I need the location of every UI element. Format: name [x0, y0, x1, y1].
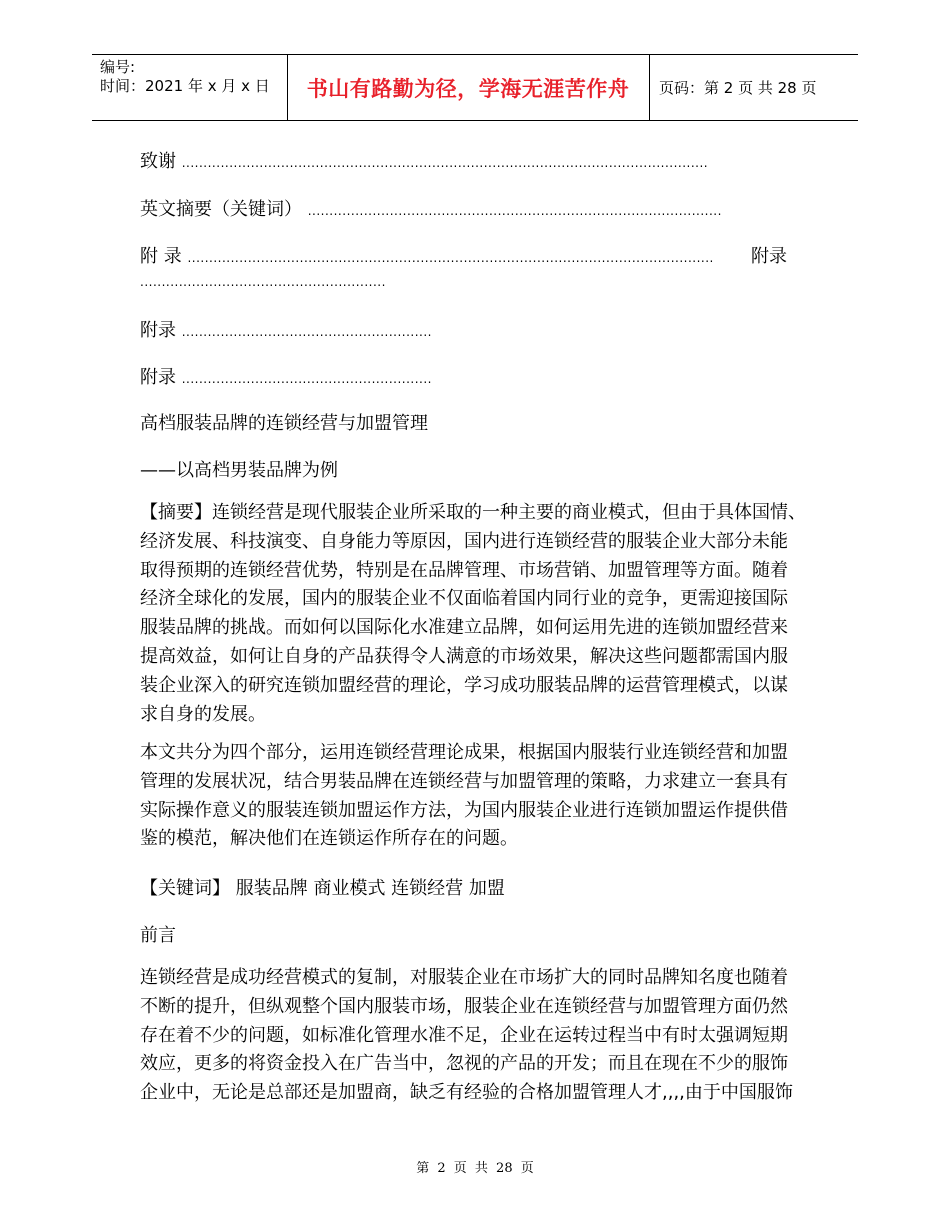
- intro-line: 鉴的模范，解决他们在连锁运作所存在的问题。: [140, 828, 518, 850]
- page-header: [92, 54, 858, 121]
- header-divider: [649, 55, 650, 120]
- preface-line: 存在着不少的问题，如标准化管理水准不足，企业在运转过程当中有时太强调短期: [140, 1024, 788, 1046]
- preface-line: 效应，更多的将资金投入在广告当中，忽视的产品的开发；而且在现在不少的服饰: [140, 1053, 788, 1075]
- intro-line: 本文共分为四个部分，运用连锁经营理论成果，根据国内服装行业连锁经营和加盟: [140, 742, 788, 763]
- header-motto: 书山有路勤为径，学海无涯苦作舟: [306, 76, 630, 101]
- toc-label: 附录: [140, 320, 176, 341]
- toc-leader-dots: ..........................................................: [181, 325, 432, 339]
- toc-leader-dots: ..........................................................................................................................: [181, 156, 709, 170]
- document-number-label: 编号:: [100, 58, 136, 76]
- abstract-paragraph: [140, 499, 822, 729]
- abstract-line: 求自身的发展。: [140, 703, 266, 725]
- abstract-line: 取得预期的连锁经营优势，特别是在品牌管理、市场营销、加盟管理等方面。随着: [140, 559, 788, 581]
- document-time: 时间：2021 年 x 月 x 日: [100, 77, 270, 95]
- header-page-info: 页码：第 2 页 共 28 页: [659, 79, 817, 97]
- toc-label: 附录: [140, 367, 176, 388]
- toc-leader-dots: ..........................................................: [181, 372, 432, 386]
- preface-line: 不断的提升，但纵观整个国内服装市场，服装企业在连锁经营与加盟管理方面仍然: [140, 995, 788, 1017]
- toc-leader-dots: ..........................................................................................................................: [187, 251, 714, 265]
- abstract-line: 【摘要】连锁经营是现代服装企业所采取的一种主要的商业模式，但由于具体国情、: [140, 502, 806, 523]
- preface-line: 连锁经营是成功经营模式的复制，对服装企业在市场扩大的同时品牌知名度也随着: [140, 967, 788, 988]
- paper-subtitle: ——以高档男装品牌为例: [140, 460, 338, 481]
- toc-label: 附 录: [140, 246, 182, 267]
- paper-title: 高档服装品牌的连锁经营与加盟管理: [140, 413, 428, 434]
- abstract-line: 经济发展、科技演变、自身能力等原因，国内进行连锁经营的服装企业大部分未能: [140, 530, 788, 552]
- toc-label: 英文摘要（关键词）: [140, 199, 302, 220]
- toc-entry-appendix-tail: 附录: [751, 246, 787, 267]
- toc-leader-dots: ................................................................................................: [307, 204, 722, 218]
- toc-entry-appendix: [140, 316, 432, 342]
- header-meta: [100, 58, 285, 96]
- abstract-line: 经济全球化的发展，国内的服装企业不仅面临着国内同行业的竞争，更需迎接国际: [140, 588, 788, 610]
- intro-line: 管理的发展状况，结合男装品牌在连锁经营与加盟管理的策略，力求建立一套具有: [140, 770, 788, 792]
- abstract-line: 提高效益，如何让自身的产品获得令人满意的市场效果，解决这些问题都需国内服: [140, 645, 788, 667]
- abstract-line: 装企业深入的研究连锁加盟经营的理论，学习成功服装品牌的运营管理模式，以谋: [140, 674, 788, 696]
- preface-paragraph: [140, 964, 822, 1108]
- keywords: 【关键词】 服装品牌 商业模式 连锁经营 加盟: [140, 878, 505, 899]
- intro-line: 实际操作意义的服装连锁加盟运作方法，为国内服装企业进行连锁加盟运作提供借: [140, 799, 788, 821]
- toc-entry-appendix: [140, 242, 714, 268]
- toc-entry-appendix: [140, 363, 432, 389]
- toc-label: 致谢: [140, 151, 176, 172]
- toc-leader-dots-continued: .........................................................: [140, 275, 386, 289]
- intro-paragraph: [140, 739, 822, 854]
- toc-entry-thanks: [140, 147, 708, 173]
- page-footer: 第 2 页 共 28 页: [416, 1161, 534, 1176]
- abstract-line: 服装品牌的挑战。而如何以国际化水准建立品牌，如何运用先进的连锁加盟经营来: [140, 617, 788, 639]
- preface-heading: 前言: [140, 925, 176, 946]
- toc-entry-english-abstract: [140, 195, 722, 221]
- preface-line: 企业中，无论是总部还是加盟商，缺乏有经验的合格加盟管理人才,,,,由于中国服饰: [140, 1082, 793, 1104]
